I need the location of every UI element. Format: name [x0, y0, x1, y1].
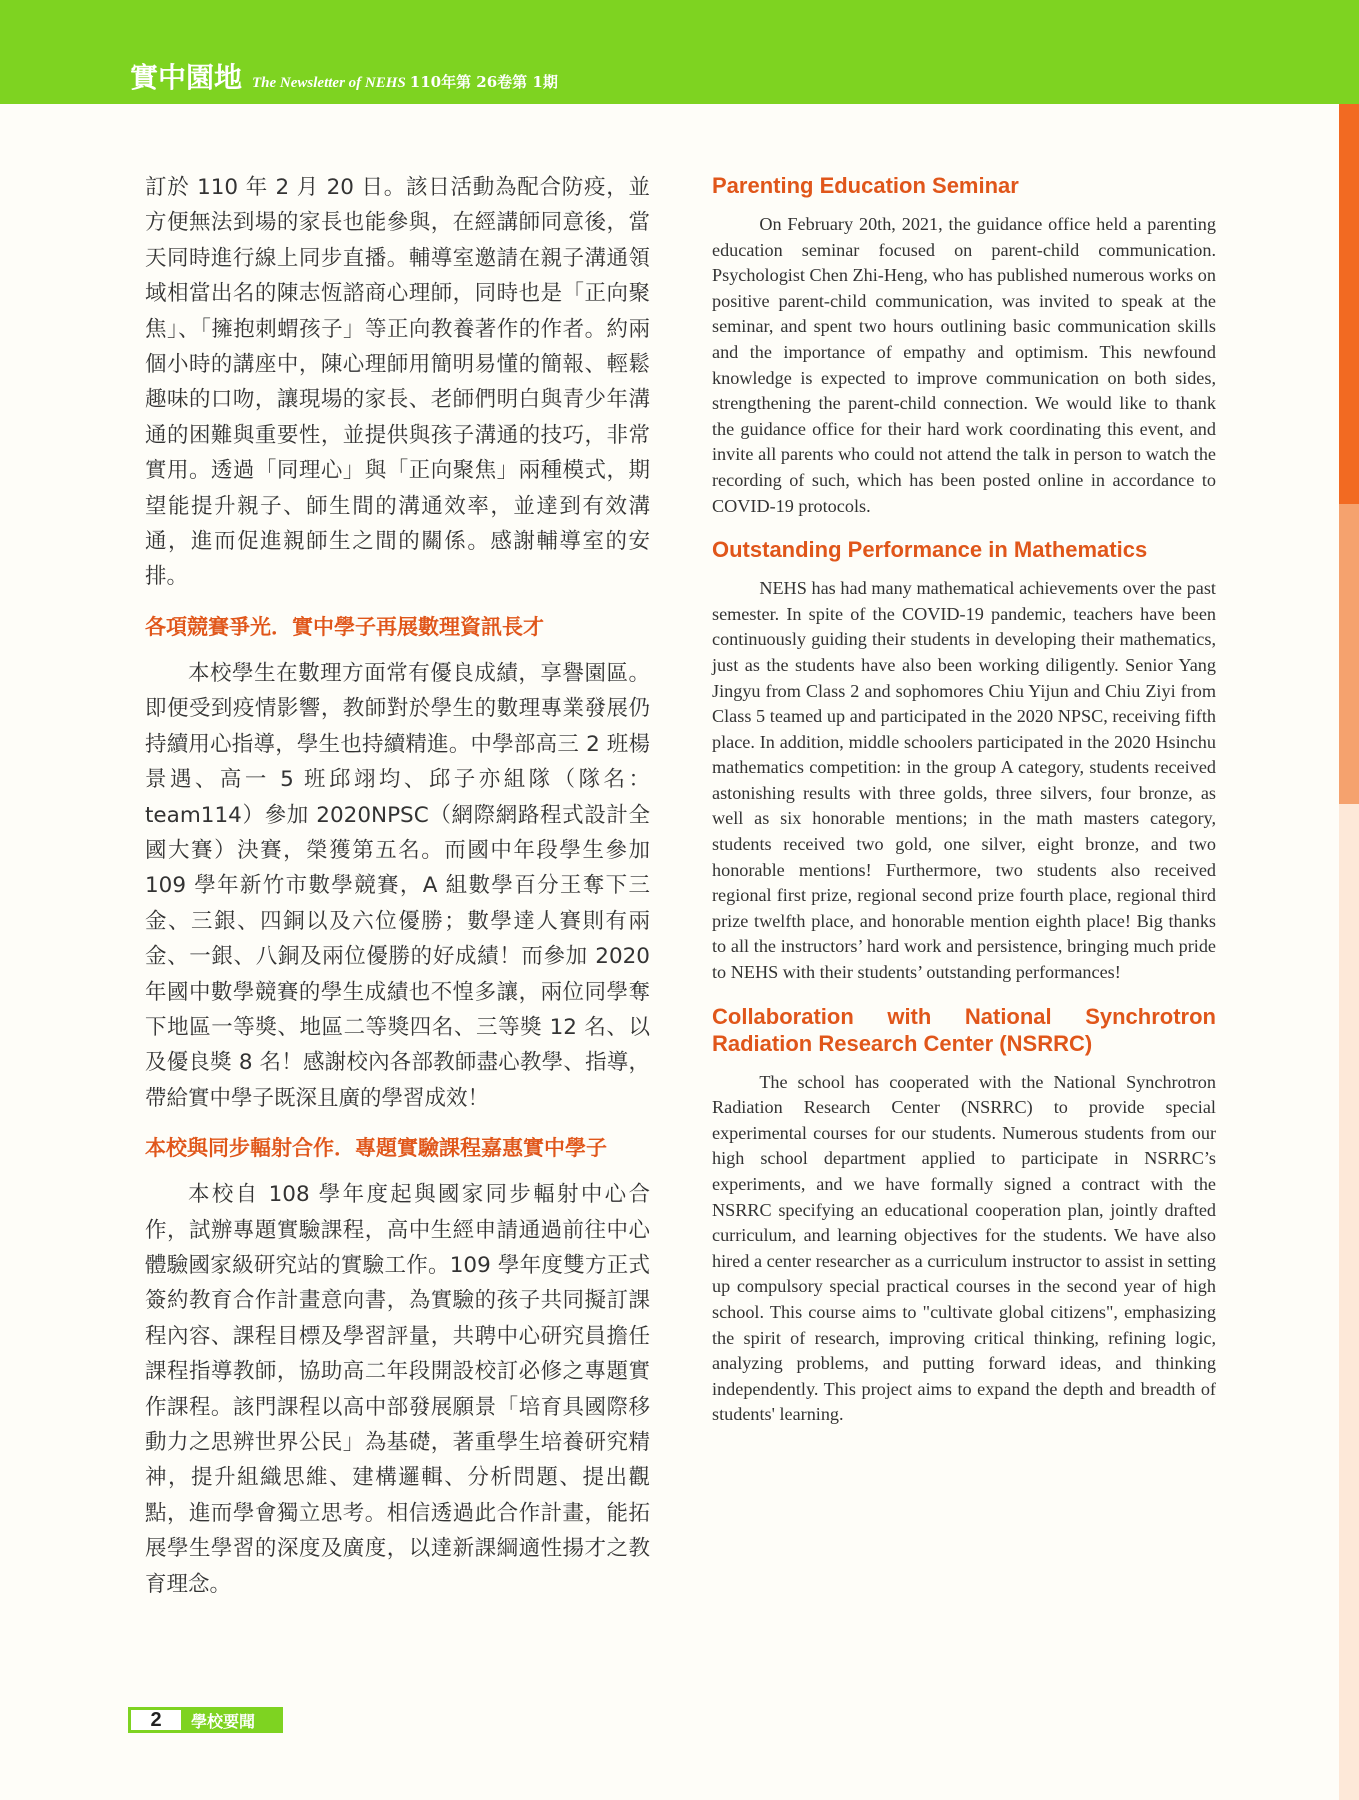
newsletter-title: 實中園地 [130, 61, 243, 94]
english-column [712, 172, 1216, 1428]
side-stripe-light [1339, 504, 1359, 804]
math-heading-cn: 各項競賽爭光．實中學子再展數理資訊長才 [145, 614, 544, 639]
side-stripe-orange [1339, 104, 1359, 504]
nsrrc-heading-en: Collaboration with National Synchrotron Radiation Research Center (NSRRC) [712, 1003, 1216, 1056]
side-stripe-pale [1339, 804, 1359, 1800]
nsrrc-heading-cn: 本校與同步輻射合作．專題實驗課程嘉惠實中學子 [145, 1136, 607, 1161]
parenting-paragraph-en: On February 20th, 2021, the guidance office held a parenting education seminar focused on parent-child communication. Psychologist Chen Zhi-Heng, who has published numerous works on positive parent-child communication, was invited to speak at the seminar, and spent two hours outlining basic communication skills and the importance of empathy and optimism. This newfound knowledge is expected to improve communication on both sides, strengthening the parent-child connection. We would like to thank the guidance office for their hard work coordinating this event, and invite all parents who could not attend the talk in person to watch the recording of such, which has been posted online in accordance to COVID-19 protocols. [712, 214, 1216, 516]
page-footer [128, 1707, 283, 1733]
nsrrc-paragraph-cn: 本校自 108 學年度起與國家同步輻射中心合作，試辦專題實驗課程，高中生經申請通過前往中心體驗國家級研究站的實驗工作。109 學年度雙方正式簽約教育合作計畫意向書，為實驗的孩子共同擬訂課程內容、課程目標及學習評量，共聘中心研究員擔任課程指導教師，協助高二年段開設校訂必修之專題實作課程。該門課程以高中部發展願景「培育具國際移動力之思辨世界公民」為基礎，著重學生培養研究精神，提升組織思維、建構邏輯、分析問題、提出觀點，進而學會獨立思考。相信透過此合作計畫，能拓展學生學習的深度及廣度，以達新課綱適性揚才之教育理念。 [145, 1182, 650, 1597]
nsrrc-paragraph-en: The school has cooperated with the National Synchrotron Radiation Research Center (NSRRC) to provide special experimental courses for our students. Numerous students from our high school department applied to participate in NSRRC’s experiments, and we have formally signed a contract with the NSRRC specifying an educational cooperation plan, jointly drafted curriculum, and learning objectives for the students. We have also hired a center researcher as a curriculum instructor to assist in setting up compulsory special practical courses in the second year of high school. This course aims to "cultivate global citizens", emphasizing the spirit of research, improving critical thinking, refining logic, analyzing problems, and putting forward ideas, and thinking independently. This project aims to expand the depth and breadth of students' learning. [712, 1071, 1216, 1425]
header-bar [0, 0, 1359, 104]
page-number: 2 [131, 1710, 181, 1730]
math-paragraph-en: NEHS has had many mathematical achievements over the past semester. In spite of the COVID-19 pandemic, teachers have been continuously guiding their students in developing their mathematics, just as the students have also been working diligently. Senior Yang Jingyu from Class 2 and sophomores Chiu Yijun and Chiu Ziyi from Class 5 teamed up and participated in the 2020 NPSC, receiving fifth place. In addition, middle schoolers participated in the 2020 Hsinchu mathematics competition: in the group A category, students received astonishing results with three golds, three silvers, four bronze, as well as six honorable mentions; in the math masters category, students received two gold, one silver, eight bronze, and two honorable mentions! Furthermore, two students also received regional first prize, regional second prize fourth place, regional third prize twelfth place, and honorable mention eighth place! Big thanks to all the instructors’ hard work and persistence, bringing much pride to NEHS with their students’ outstanding performances! [712, 578, 1216, 983]
masthead [130, 56, 558, 96]
parenting-paragraph-cn: 訂於 110 年 2 月 20 日。該日活動為配合防疫，並方便無法到場的家長也能參與，在經講師同意後，當天同時進行線上同步直播。輔導室邀請在親子溝通領域相當出名的陳志恆諮商心理師，同時也是「正向聚焦」、「擁抱刺蝟孩子」等正向教養著作的作者。約兩個小時的講座中，陳心理師用簡明易懂的簡報、輕鬆趣味的口吻，讓現場的家長、老師們明白與青少年溝通的困難與重要性，並提供與孩子溝通的技巧，非常實用。透過「同理心」與「正向聚焦」兩種模式，期望能提升親子、師生間的溝通效率，並達到有效溝通，進而促進親師生之間的關係。感謝輔導室的安排。 [145, 175, 650, 590]
chinese-column [145, 170, 650, 1602]
newsletter-subtitle: The Newsletter of NEHS [252, 75, 406, 91]
section-label: 學校要聞 [191, 1711, 256, 1731]
math-paragraph-cn: 本校學生在數理方面常有優良成績，享譽園區。即便受到疫情影響，教師對於學生的數理專業發展仍持續用心指導，學生也持續精進。中學部高三 2 班楊景遇、高一 5 班邱翊均、邱子亦組隊（隊名：team114）參加 2020NPSC（網際網路程式設計全國大賽）決賽，榮獲第五名。而國中年段學生參加 109 學年新竹市數學競賽，A 組數學百分王奪下三金、三銀、四銅以及六位優勝；數學達人賽則有兩金、一銀、八銅及兩位優勝的好成績！而參加 2020 年國中數學競賽的學生成績也不惶多讓，兩位同學奪下地區一等獎、地區二等獎四名、三等獎 12 名、以及優良獎 8 名！感謝校內各部教師盡心教學、指導，帶給實中學子既深且廣的學習成效！ [145, 660, 650, 1111]
parenting-heading-en: Parenting Education Seminar [712, 173, 1019, 198]
issue-number: 110年第 26卷第 1期 [409, 73, 558, 91]
math-heading-en: Outstanding Performance in Mathematics [712, 537, 1148, 563]
